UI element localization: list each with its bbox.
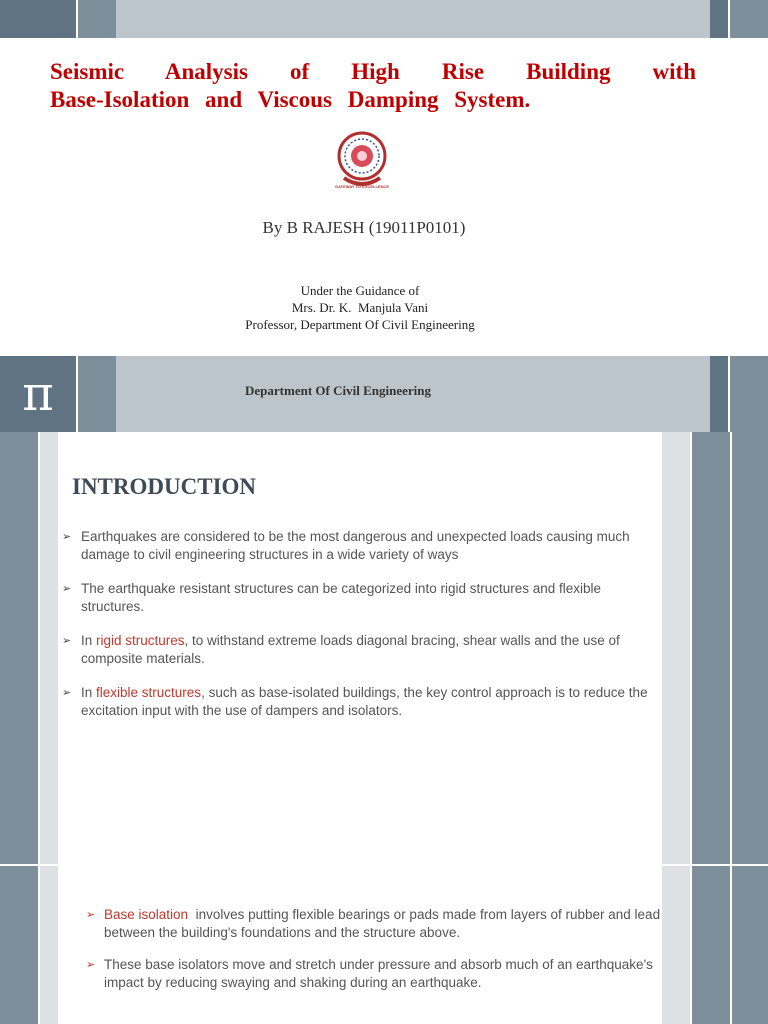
list-item <box>62 684 662 720</box>
bullet-text: , to withstand extreme loads diagonal bracing, shear walls and the use of composite materials. <box>81 633 620 666</box>
author: By B RAJESH (19011P0101) <box>262 218 466 237</box>
title-line-2: Base-Isolation and Viscous Damping System. <box>50 87 531 112</box>
slide2-left-strip-light <box>40 432 58 864</box>
arrow-bullet-icon: ➢ <box>86 959 96 971</box>
top-bar-block-3 <box>710 0 728 38</box>
arrow-bullet-icon: ➢ <box>62 531 72 543</box>
list-item <box>86 956 666 992</box>
top-bar-block-4 <box>730 0 768 38</box>
slide3-right-strip <box>692 866 730 1024</box>
top-bar-wide <box>116 0 710 38</box>
slide3-left-strip <box>0 866 38 1024</box>
guidance-block <box>0 282 720 333</box>
base-isolation-bullets <box>86 906 666 1006</box>
list-item <box>62 528 662 564</box>
bullet-text: , such as base-isolated buildings, the key control approach is to reduce the excitation input with the use of dampers and isolators. <box>81 685 648 718</box>
slide3-right-strip-light <box>662 866 690 1024</box>
guide-name: Mrs. Dr. K. Manjula Vani <box>291 300 429 315</box>
list-item <box>86 906 666 942</box>
footer-bar-block-3 <box>710 356 728 432</box>
pi-box <box>0 356 76 432</box>
bullet-prefix: In <box>81 633 97 648</box>
presentation-title <box>50 58 696 114</box>
top-bar-block-1 <box>0 0 76 38</box>
bullet-highlight: Base isolation <box>104 907 189 922</box>
arrow-bullet-icon: ➢ <box>62 583 72 595</box>
arrow-bullet-icon: ➢ <box>62 635 72 647</box>
list-item <box>62 632 662 668</box>
top-bar-block-2 <box>78 0 116 38</box>
title-line-1: Seismic Analysis of High Rise Building with <box>50 59 696 84</box>
bullet-highlight: rigid structures <box>96 633 185 648</box>
slide2-left-strip <box>0 432 38 864</box>
footer-bar-block-4 <box>730 356 768 432</box>
list-item <box>62 580 662 616</box>
bullet-text: The earthquake resistant structures can be categorized into rigid structures and flexible structures. <box>81 581 602 614</box>
bullet-text: involves putting flexible bearings or pads made from layers of rubber and lead between the building's foundations and the structure above. <box>104 907 664 940</box>
bullet-text: These base isolators move and stretch under pressure and absorb much of an earthquake's impact by reducing swaying and shaking during an earthquake. <box>104 957 653 990</box>
slide2-right-edge <box>732 432 768 864</box>
department-footer: Department Of Civil Engineering <box>245 383 431 398</box>
slide3-right-edge <box>732 866 768 1024</box>
guidance-line: Under the Guidance of <box>300 283 420 298</box>
guide-designation: Professor, Department Of Civil Engineering <box>245 317 475 332</box>
slide3-left-strip-light <box>40 866 58 1024</box>
bullet-text: Earthquakes are considered to be the most dangerous and unexpected loads causing much damage to civil engineering structures in a wide variety of ways <box>81 529 630 562</box>
footer-bar-block-2 <box>78 356 116 432</box>
introduction-bullets <box>62 528 662 736</box>
bullet-prefix: In <box>81 685 97 700</box>
pi-icon: π <box>22 366 54 422</box>
arrow-bullet-icon: ➢ <box>86 909 96 921</box>
logo-motto: GATEWAY TO EXCELLENCE <box>334 184 390 189</box>
arrow-bullet-icon: ➢ <box>62 687 72 699</box>
introduction-heading: INTRODUCTION <box>72 474 257 499</box>
bullet-highlight: flexible structures <box>96 685 202 700</box>
slide2-right-strip <box>692 432 730 864</box>
slide2-right-strip-light <box>662 432 690 864</box>
